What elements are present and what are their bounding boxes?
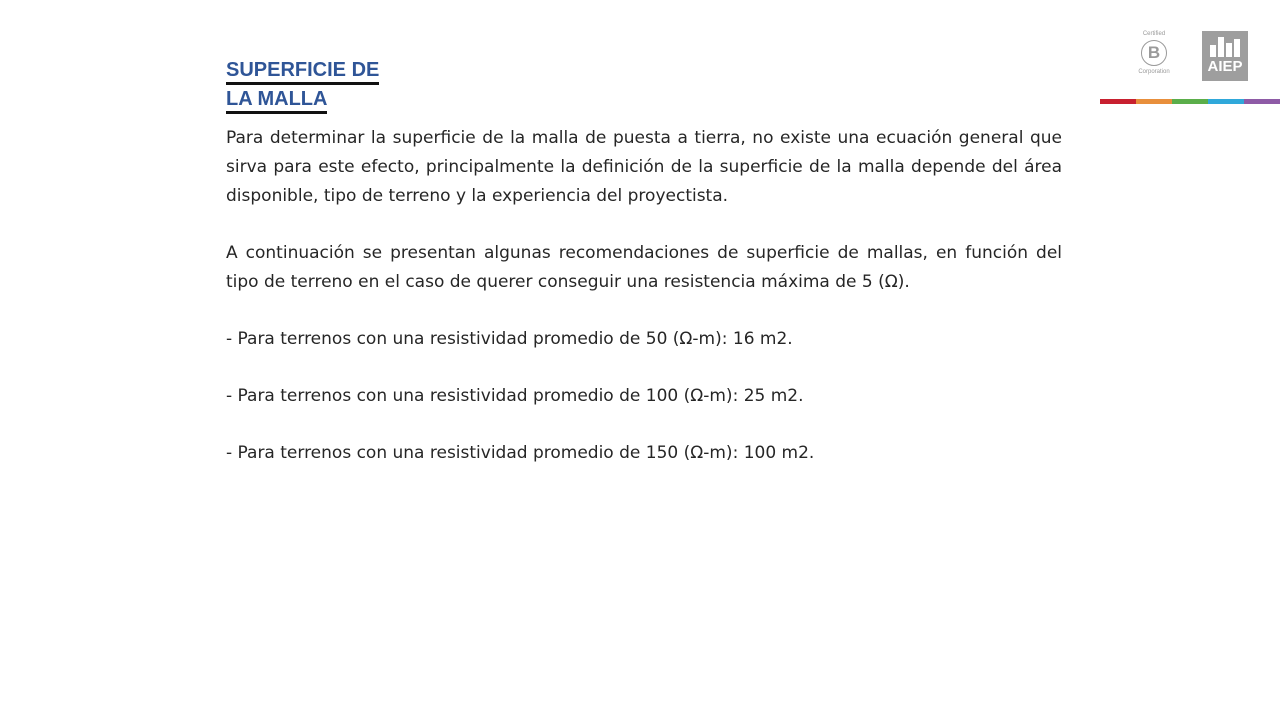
recommendation-item-2: - Para terrenos con una resistividad promedio de 100 (Ω-m): 25 m2. (226, 386, 804, 406)
slide-title-line-2: LA MALLA (226, 88, 327, 114)
slide-title (226, 56, 379, 114)
slide-title-line-1: SUPERFICIE DE (226, 59, 379, 85)
color-strip-segment (1172, 99, 1208, 104)
recommendation-item-3: - Para terrenos con una resistividad promedio de 150 (Ω-m): 100 m2. (226, 443, 815, 463)
body-paragraph-1: Para determinar la superficie de la malla de puesta a tierra, no existe una ecuación general que sirva para este efecto, principalmente la definición de la superficie de la malla depende del área disponible, tipo de terreno y la experiencia del proyectista. (226, 128, 1062, 206)
aiep-logo-text: AIEP (1207, 58, 1243, 75)
color-strip (1100, 99, 1280, 104)
header-logos (1100, 26, 1280, 106)
color-strip-segment (1244, 99, 1280, 104)
color-strip-segment (1208, 99, 1244, 104)
body-paragraph-2: A continuación se presentan algunas recomendaciones de superficie de mallas, en función del tipo de terreno en el caso de querer conseguir una resistencia máxima de 5 (Ω). (226, 243, 1062, 292)
certified-b-bottom-text: Corporation (1138, 69, 1170, 75)
color-strip-segment (1100, 99, 1136, 104)
color-strip-segment (1136, 99, 1172, 104)
recommendation-item-1: - Para terrenos con una resistividad promedio de 50 (Ω-m): 16 m2. (226, 329, 793, 349)
slide-body (226, 124, 1062, 468)
certified-b-top-text: Certified (1142, 31, 1166, 37)
certified-b-logo (1136, 30, 1172, 82)
aiep-logo (1202, 31, 1248, 81)
aiep-bars-icon (1210, 37, 1240, 57)
certified-b-letter: B (1141, 40, 1167, 66)
